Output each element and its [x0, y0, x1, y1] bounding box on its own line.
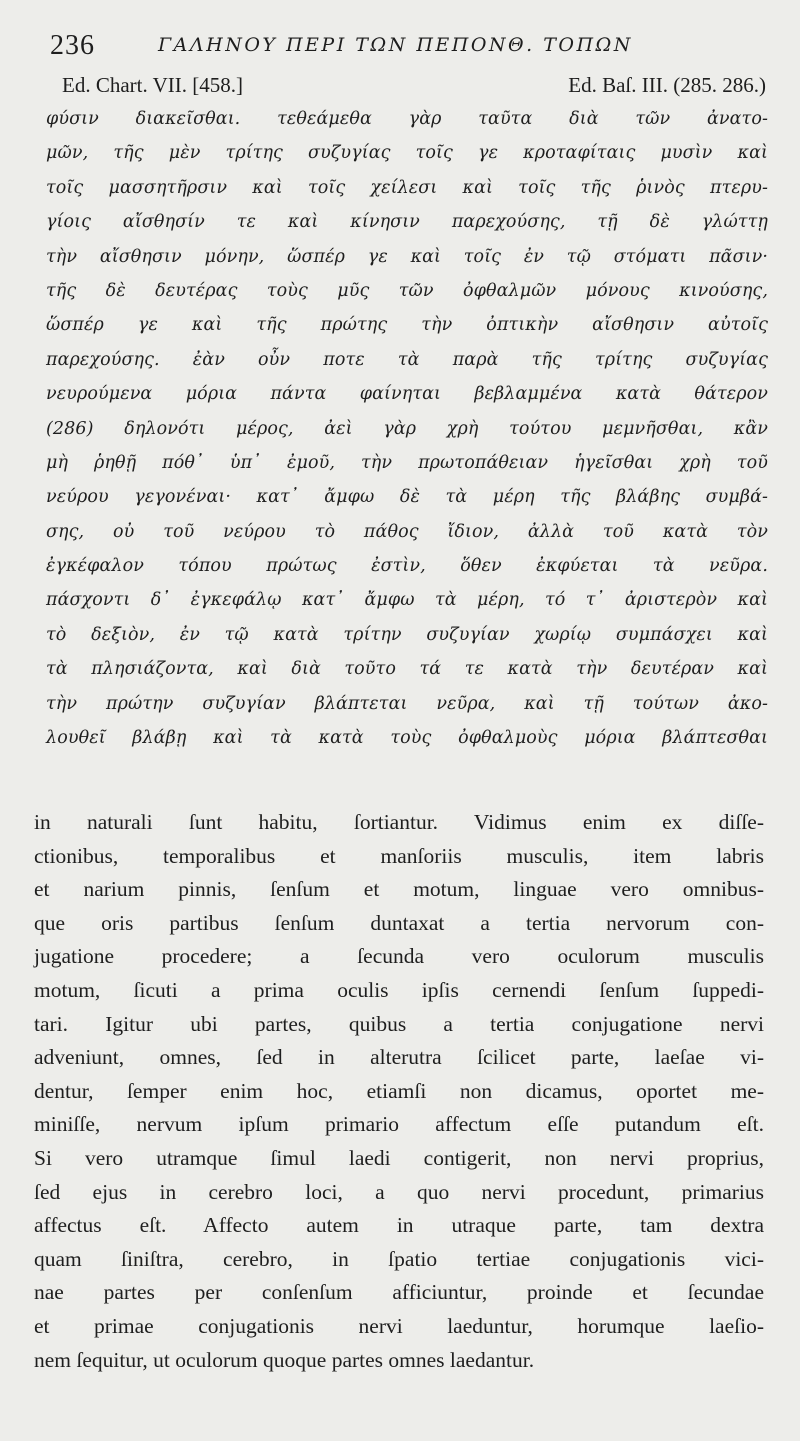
- latin-text-line: ſed ejus in cerebro loci, a quo nervi procedunt, primarius: [34, 1179, 764, 1204]
- latin-text-line: miniſſe, nervum ipſum primario affectum eſſe putandum eſt.: [34, 1112, 764, 1137]
- latin-text-line: et primae conjugationis nervi laeduntur, horumque laeſio-: [34, 1313, 764, 1338]
- greek-text-line: (286) δηλονότι μέρος, ἀεὶ γὰρ χρὴ τούτου μεμνῆσθαι, κἂν: [46, 418, 768, 439]
- greek-text-line: τὸ δεξιὸν, ἐν τῷ κατὰ τρίτην συζυγίαν χωρίῳ συμπάσχει καὶ: [46, 624, 768, 645]
- greek-text-line: μῶν, τῆς μὲν τρίτης συζυγίας τοῖς γε κροταφίταις μυσὶν καὶ: [46, 143, 768, 164]
- edition-references: [62, 73, 766, 99]
- latin-text-line: et narium pinnis, ſenſum et motum, linguae vero omnibus-: [34, 877, 764, 902]
- latin-text-line: tari. Igitur ubi partes, quibus a tertia conjugatione nervi: [34, 1011, 764, 1036]
- greek-text-line: σης, οὐ τοῦ νεύρου τὸ πάθος ἴδιον, ἀλλὰ τοῦ κατὰ τὸν: [46, 521, 768, 542]
- running-head: [50, 28, 770, 64]
- greek-text-line: φύσιν διακεῖσθαι. τεθεάμεθα γὰρ ταῦτα διὰ τῶν ἀνατο-: [46, 109, 768, 129]
- greek-text-block: [46, 102, 768, 755]
- latin-text-line: que oris partibus ſenſum duntaxat a tertia nervorum con-: [34, 910, 764, 935]
- greek-text-line: νεύρου γεγονέναι· κατ᾽ ἄμφω δὲ τὰ μέρη τῆς βλάβης συμβά-: [46, 487, 768, 508]
- latin-text-line: affectus eſt. Affecto autem in utraque parte, tam dextra: [34, 1213, 764, 1238]
- latin-text-line: motum, ſicuti a prima oculis ipſis cernendi ſenſum ſuppedi-: [34, 977, 764, 1002]
- greek-text-line: τὰ πλησιάζοντα, καὶ διὰ τοῦτο τά τε κατὰ τὴν δευτέραν καὶ: [46, 659, 768, 680]
- greek-text-line: πάσχοντι δ᾽ ἐγκεφάλῳ κατ᾽ ἄμφω τὰ μέρη, τό τ᾽ ἀριστερὸν καὶ: [46, 590, 768, 611]
- latin-text-line: nae partes per conſenſum afficiuntur, proinde et ſecundae: [34, 1280, 764, 1305]
- greek-text-line: τῆς δὲ δευτέρας τοὺς μῦς τῶν ὀφθαλμῶν μόνους κινούσης,: [46, 280, 768, 301]
- latin-text-line: ctionibus, temporalibus et manſoriis musculis, item labris: [34, 843, 764, 868]
- edition-reference-basel: Ed. Baſ. III. (285. 286.): [568, 73, 766, 97]
- latin-text-block: [34, 806, 764, 1377]
- greek-text-line: λουθεῖ βλάβῃ καὶ τὰ κατὰ τοὺς ὀφθαλμοὺς μόρια βλάπτεσθαι: [46, 728, 768, 749]
- greek-text-line: παρεχούσης. ἐὰν οὖν ποτε τὰ παρὰ τῆς τρίτης συζυγίας: [46, 349, 768, 370]
- greek-text-line: μὴ ῥηθῇ πόθ᾽ ὑπ᾽ ἐμοῦ, τὴν πρωτοπάθειαν ἡγεῖσθαι χρὴ τοῦ: [46, 452, 768, 473]
- greek-text-line: τὴν πρώτην συζυγίαν βλάπτεται νεῦρα, καὶ τῇ τούτων ἀκο-: [46, 693, 768, 714]
- greek-text-line: νευρούμενα μόρια πάντα φαίνηται βεβλαμμένα κατὰ θάτερον: [46, 384, 768, 405]
- latin-text-line: nem ſequitur, ut oculorum quoque partes omnes laedantur.: [34, 1347, 535, 1372]
- running-title: ΓΑΛΗΝΟΥ ΠΕΡΙ ΤΩΝ ΠΕΠΟΝΘ. ΤΟΠΩΝ: [158, 34, 633, 56]
- greek-text-line: γίοις αἴσθησίν τε καὶ κίνησιν παρεχούσης, τῇ δὲ γλώττῃ: [46, 212, 768, 233]
- greek-text-line: τὴν αἴσθησιν μόνην, ὥσπέρ γε καὶ τοῖς ἐν τῷ στόματι πᾶσιν·: [46, 246, 768, 267]
- page-number: 236: [50, 30, 95, 61]
- latin-text-line: Si vero utramque ſimul laedi contigerit, non nervi proprius,: [34, 1145, 764, 1170]
- latin-text-line: adveniunt, omnes, ſed in alterutra ſcilicet parte, laeſae vi-: [34, 1045, 764, 1070]
- greek-text-line: ὥσπέρ γε καὶ τῆς πρώτης τὴν ὀπτικὴν αἴσθησιν αὐτοῖς: [46, 315, 768, 336]
- edition-reference-chartier: Ed. Chart. VII. [458.]: [62, 73, 243, 97]
- latin-text-line: jugatione procedere; a ſecunda vero oculorum musculis: [34, 944, 764, 969]
- greek-text-line: τοῖς μασσητῆρσιν καὶ τοῖς χείλεσι καὶ τοῖς τῆς ῥινὸς πτερυ-: [46, 177, 768, 198]
- greek-text-line: ἐγκέφαλον τόπου πρώτως ἐστὶν, ὅθεν ἐκφύεται τὰ νεῦρα.: [46, 556, 768, 577]
- latin-text-line: quam ſiniſtra, cerebro, in ſpatio tertiae conjugationis vici-: [34, 1246, 764, 1271]
- latin-text-line: in naturali ſunt habitu, ſortiantur. Vidimus enim ex diſſe-: [34, 810, 764, 834]
- latin-text-line: dentur, ſemper enim hoc, etiamſi non dicamus, oportet me-: [34, 1078, 764, 1103]
